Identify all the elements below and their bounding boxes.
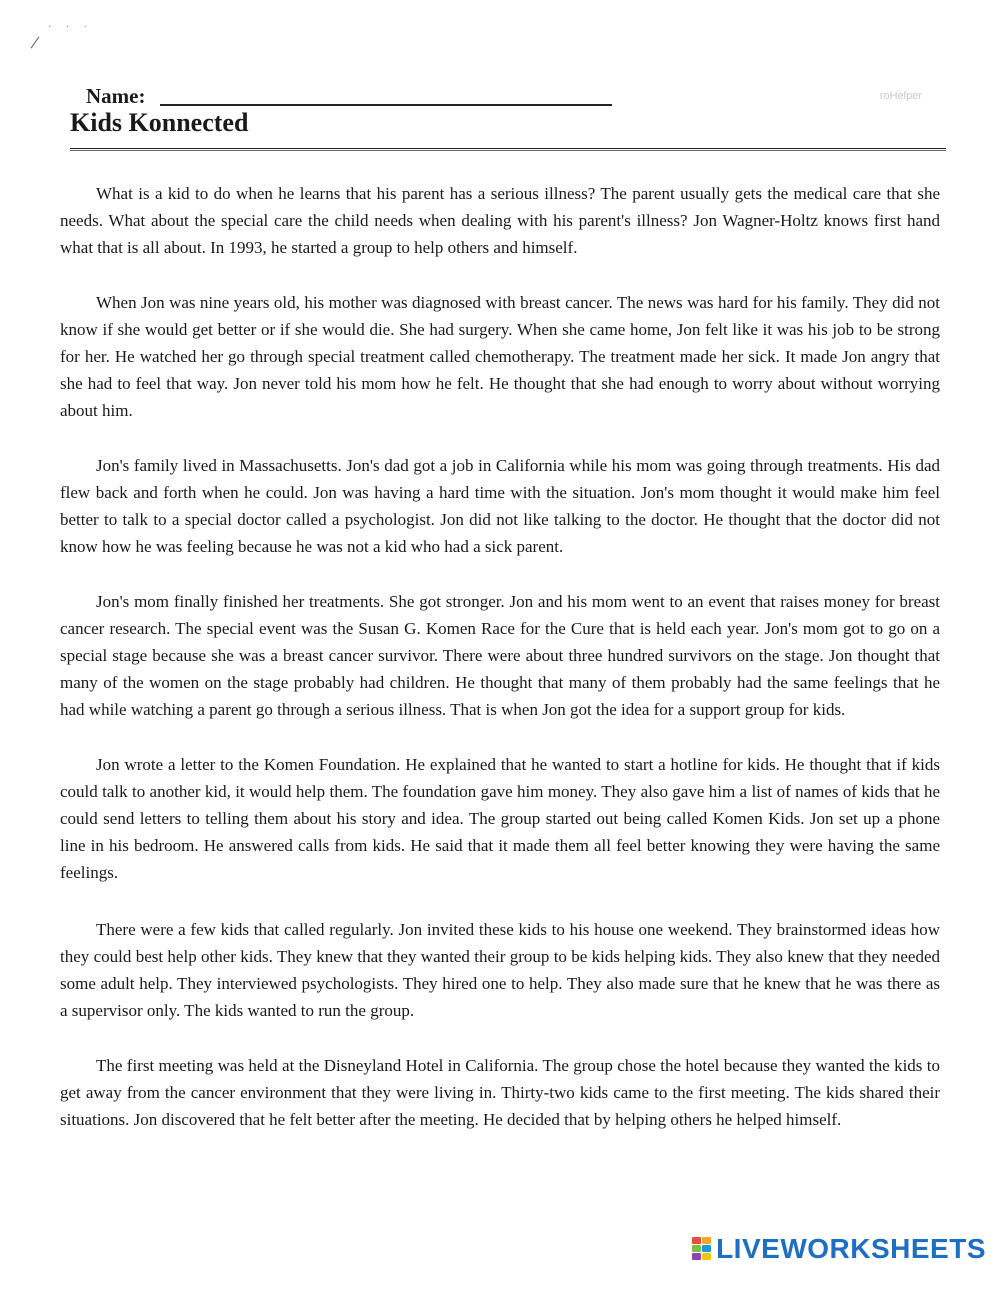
- paragraph: Jon wrote a letter to the Komen Foundation. He explained that he wanted to start a hotline for kids. He thought that if kids could talk to another kid, it would help them. The foundation gave him money. They also gave him a list of names of kids that he could send letters to telling them about his story and idea. The group started out being called Komen Kids. Jon set up a phone line in his bedroom. He answered calls from kids. He said that it made them all feel better knowing they were having the same feelings.: [60, 755, 940, 882]
- worksheet-header: [70, 84, 946, 137]
- paragraph: The first meeting was held at the Disneyland Hotel in California. The group chose the hotel because they wanted the kids to get away from the cancer environment that they were living in. Thirty-two kids came to the first meeting. The kids shared their situations. Jon discovered that he felt better after the meeting. He decided that by helping others he helped himself.: [60, 1056, 940, 1129]
- name-label: Name:: [86, 84, 146, 108]
- scan-artifact-dots: · · ·: [48, 22, 93, 33]
- article-body: [60, 180, 940, 1161]
- title-divider: [70, 148, 946, 151]
- paragraph: When Jon was nine years old, his mother was diagnosed with breast cancer. The news was hard for his family. They did not know if she would get better or if she would die. She had surgery. When she came home, Jon felt like it was his job to be strong for her. He watched her go through special treatment called chemotherapy. The treatment made her sick. It made Jon angry that she had to feel that way. Jon never told his mom how he felt. He thought that she had enough to worry about without worrying about him.: [60, 293, 940, 420]
- paragraph: Jon's mom finally finished her treatments. She got stronger. Jon and his mom went to an event that raises money for breast cancer research. The special event was the Susan G. Komen Race for the Cure that is held each year. Jon's mom got to go on a special stage because she was a breast cancer survivor. There were about three hundred survivors on the stage. Jon thought that many of the women on the stage probably had children. He thought that many of them probably had the same feelings that he had while watching a parent go through a serious illness. That is when Jon got the idea for a support group for kids.: [60, 592, 940, 719]
- scan-artifact: [31, 36, 40, 48]
- liveworksheets-brand-text: LIVEWORKSHEETS: [716, 1233, 986, 1264]
- paragraph: There were a few kids that called regularly. Jon invited these kids to his house one weekend. They brainstormed ideas how they could best help other kids. They knew that they wanted their group to be kids helping kids. They also knew that they needed some adult help. They interviewed psychologists. They hired one to help. They also made sure that he knew that he was there as a supervisor only. The kids wanted to run the group.: [60, 920, 940, 1020]
- name-row: [70, 84, 946, 110]
- corner-watermark: roHelper: [879, 90, 922, 102]
- liveworksheets-logo-icon: [692, 1237, 712, 1261]
- liveworksheets-logo: [692, 1233, 986, 1265]
- paragraph: What is a kid to do when he learns that his parent has a serious illness? The parent usually gets the medical care that she needs. What about the special care the child needs when dealing with his parent's illness? Jon Wagner-Holtz knows first hand what that is all about. In 1993, he started a group to help others and himself.: [60, 184, 940, 257]
- page-title: Kids Konnected: [70, 108, 249, 137]
- paragraph: Jon's family lived in Massachusetts. Jon's dad got a job in California while his mom was going through treatments. His dad flew back and forth when he could. Jon was having a hard time with the situation. Jon's mom thought it would make him feel better to talk to a special doctor called a psychologist. Jon did not like talking to the doctor. He thought that the doctor did not know how he was feeling because he was not a kid who had a sick parent.: [60, 456, 940, 556]
- name-input-line[interactable]: [160, 104, 612, 106]
